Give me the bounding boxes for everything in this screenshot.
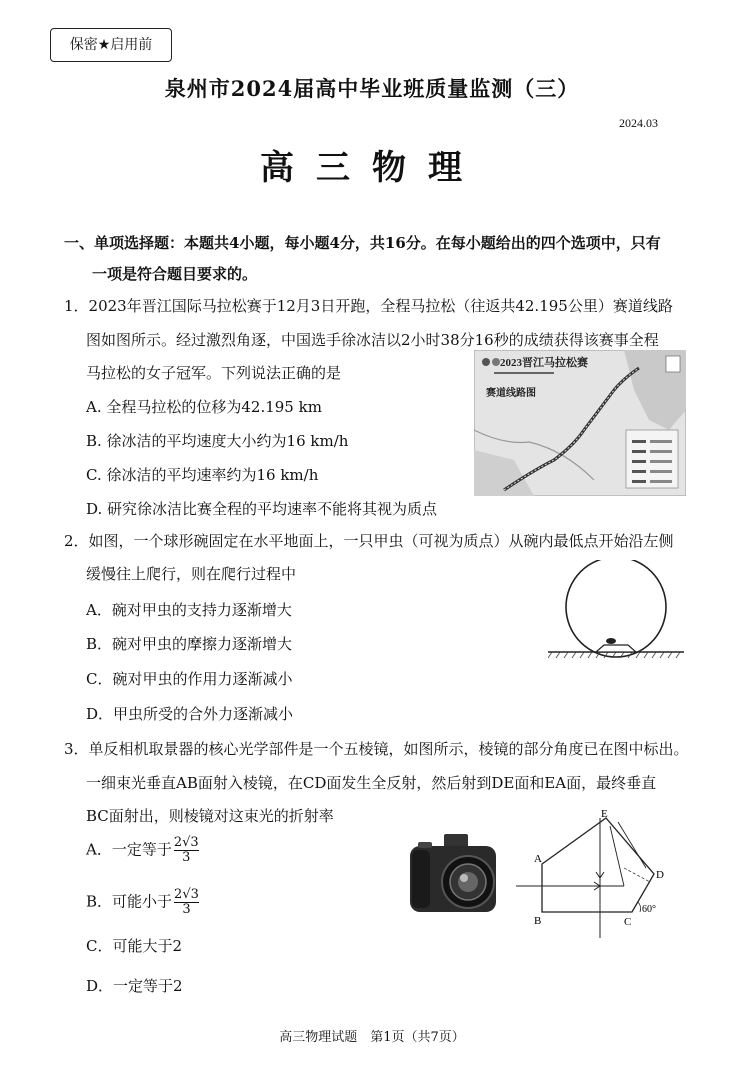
q2-option-c: C．碗对甲虫的作用力逐渐减小 — [86, 670, 293, 688]
q2-option-d: D．甲虫所受的合外力逐渐减小 — [86, 705, 294, 723]
q3-option-c: C．可能大于2 — [86, 937, 183, 955]
compass-icon — [666, 356, 680, 372]
q3-line-3: BC面射出，则棱镜对这束光的折射率 — [86, 807, 334, 825]
camera-viewfinder — [444, 834, 468, 848]
subject-title: 高三物理 — [260, 148, 484, 188]
q1-line-2: 图如图所示。经过激烈角逐，中国选手徐冰洁以2小时38分16秒的成绩获得该赛事全程 — [86, 331, 659, 349]
map-legend-box — [626, 430, 678, 488]
beetle-icon — [606, 638, 616, 644]
label-C: C — [624, 916, 632, 928]
page-footer: 高三物理试题 第1页（共7页） — [279, 1030, 465, 1045]
camera-illustration — [408, 832, 500, 916]
label-A: A — [534, 853, 542, 865]
q3-line-2: 一细束光垂直AB面射入棱镜，在CD面发生全反射，然后射到DE面和EA面，最终垂直 — [86, 774, 657, 792]
angle-arc — [638, 902, 641, 912]
bowl-base — [596, 645, 636, 652]
q2-option-b: B．碗对甲虫的摩擦力逐渐增大 — [86, 635, 293, 653]
q3-option-b — [86, 888, 199, 917]
exam-date: 2024.03 — [619, 116, 658, 130]
pentaprism-outline — [542, 818, 654, 912]
normal-dashed-line — [624, 868, 650, 882]
bowl-diagram — [548, 560, 684, 664]
label-B: B — [534, 915, 542, 927]
label-D: D — [656, 869, 664, 881]
marathon-route-map — [474, 350, 686, 496]
pentaprism-diagram — [514, 808, 678, 942]
map-subtitle: 赛道线路图 — [486, 388, 536, 399]
q1-line-3: 马拉松的女子冠军。下列说法正确的是 — [86, 364, 342, 382]
q3-option-a-prefix: A．一定等于 — [86, 840, 172, 859]
q3-option-a — [86, 836, 199, 865]
q1-option-c: C. 徐冰洁的平均速率约为16 km/h — [86, 466, 319, 484]
bowl-circle — [566, 560, 666, 657]
q3-option-b-prefix: B．可能小于 — [86, 892, 173, 911]
section-line-1: 一、单项选择题：本题共4小题，每小题4分，共16分。在每小题给出的四个选项中，只有 — [64, 234, 661, 252]
section-heading — [64, 228, 686, 290]
label-E: E — [601, 808, 608, 820]
q1-option-a: A. 全程马拉松的位移为42.195 km — [86, 398, 322, 416]
two-root3-over3-frac: $\frac{2√3}{3}$ — [173, 835, 199, 865]
q2-line-2: 缓慢往上爬行，则在爬行过程中 — [86, 565, 297, 583]
q1-option-b: B. 徐冰洁的平均速度大小约为16 km/h — [86, 432, 349, 450]
q1-option-d: D. 研究徐冰洁比赛全程的平均速率不能将其视为质点 — [86, 500, 438, 518]
map-title: 2023晋江马拉松赛 — [500, 357, 588, 369]
q2-option-a: A．碗对甲虫的支持力逐渐增大 — [86, 601, 292, 619]
angle-label: 60° — [642, 904, 656, 915]
confidential-stamp: 保密★启用前 — [50, 28, 172, 62]
q3-option-d: D．一定等于2 — [86, 977, 183, 995]
q2-line-1: 2．如图，一个球形碗固定在水平地面上，一只甲虫（可视为质点）从碗内最低点开始沿左侧 — [64, 532, 674, 550]
section-line-2: 一项是符合题目要求的。 — [92, 265, 258, 283]
q1-line-1: 1．2023年晋江国际马拉松赛于12月3日开跑，全程马拉松（往返共42.195公里）赛道线路 — [64, 297, 673, 315]
q3-line-1: 3．单反相机取景器的核心光学部件是一个五棱镜，如图所示，棱镜的部分角度已在图中标出。 — [64, 740, 689, 758]
exam-title: 泉州市2024届高中毕业班质量监测（三） — [164, 76, 580, 101]
two-root3-over3-frac: $\frac{2√3}{3}$ — [174, 887, 199, 917]
